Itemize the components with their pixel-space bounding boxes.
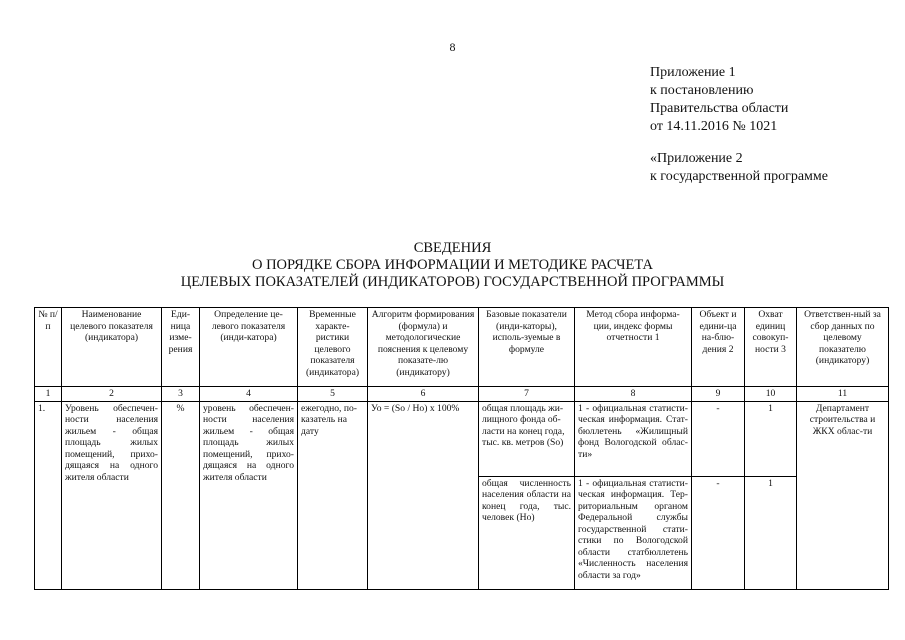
time-cell: ежегодно, по-казатель на дату xyxy=(298,401,368,589)
document-title xyxy=(0,240,905,291)
table-row xyxy=(35,401,889,476)
column-number: 9 xyxy=(692,387,745,402)
formula-cell: Уо = (Sо / Но) х 100% xyxy=(368,401,479,589)
title-line: ЦЕЛЕВЫХ ПОКАЗАТЕЛЕЙ (ИНДИКАТОРОВ) ГОСУДАРСТВЕННОЙ ПРОГРАММЫ xyxy=(180,274,725,290)
appendix-1-line: от 14.11.2016 № 1021 xyxy=(650,119,778,134)
column-number: 10 xyxy=(745,387,797,402)
appendix-1-line: к постановлению xyxy=(650,83,754,98)
header-cell: Наименование целевого показателя (индикатора) xyxy=(62,308,162,387)
coverage-cell: 1 xyxy=(745,401,797,476)
column-number: 1 xyxy=(35,387,62,402)
method-cell: 1 - официальная статисти-ческая информация. Тер-риториальным органом Федеральной службы государственной стати-стики по Вологодской области статбюллетень «Численность населения области за год» xyxy=(575,476,692,589)
header-cell: Объект и едини-ца на-блю-дения 2 xyxy=(692,308,745,387)
header-cell: Определение це-левого показателя (инди-катора) xyxy=(200,308,298,387)
coverage-cell: 1 xyxy=(745,476,797,589)
column-number-row xyxy=(35,387,889,402)
appendix-1-line: Приложение 1 xyxy=(650,65,736,80)
appendix-1-line: Правительства области xyxy=(650,101,789,116)
header-cell: Базовые показатели (инди-каторы), исполь-зуемые в формуле xyxy=(479,308,575,387)
header-cell: Охват единиц совокуп-ности 3 xyxy=(745,308,797,387)
column-number: 8 xyxy=(575,387,692,402)
title-line: О ПОРЯДКЕ СБОРА ИНФОРМАЦИИ И МЕТОДИКЕ РАСЧЕТА xyxy=(251,257,654,273)
column-number: 7 xyxy=(479,387,575,402)
appendix-2-line: к государственной программе xyxy=(650,169,828,184)
responsible-cell: Департамент строительства и ЖКХ облас-ти xyxy=(797,401,889,589)
header-cell: № п/п xyxy=(35,308,62,387)
column-number: 11 xyxy=(797,387,889,402)
header-cell: Временные характе-ристики целевого показателя (индикатора) xyxy=(298,308,368,387)
column-number: 6 xyxy=(368,387,479,402)
base-indicator-cell: общая численность населения области на конец года, тыс. человек (Но) xyxy=(479,476,575,589)
header-cell: Метод сбора информа-ции, индекс формы отчетности 1 xyxy=(575,308,692,387)
definition-cell: уровень обеспечен-ности населения жильем - общая площадь жилых помещений, прихо-дящаяся на одного жителя области xyxy=(200,401,298,589)
header-cell: Еди-ница изме-рения xyxy=(162,308,200,387)
column-number: 2 xyxy=(62,387,162,402)
page-number: 8 xyxy=(449,40,456,54)
header-cell: Алгоритм формирования (формула) и методологические пояснения к целевому показате-лю (индикатору) xyxy=(368,308,479,387)
header-row xyxy=(35,308,889,387)
title-line: СВЕДЕНИЯ xyxy=(413,240,492,256)
object-cell: - xyxy=(692,476,745,589)
indicator-name: Уровень обеспечен-ности населения жильем - общая площадь жилых помещений, прихо-дящаяся на одного жителя области xyxy=(62,401,162,589)
column-number: 3 xyxy=(162,387,200,402)
appendix-1-block xyxy=(650,64,788,136)
appendix-2-block xyxy=(650,150,828,186)
base-indicator-cell: общая площадь жи-лищного фонда об-ласти на конец года, тыс. кв. метров (Sо) xyxy=(479,401,575,476)
object-cell: - xyxy=(692,401,745,476)
method-cell: 1 - официальная статисти-ческая информация. Стат-бюллетень «Жилищный фонд Вологодской облас-ти» xyxy=(575,401,692,476)
appendix-2-line: «Приложение 2 xyxy=(650,151,743,166)
unit-cell: % xyxy=(162,401,200,589)
row-number: 1. xyxy=(35,401,62,589)
header-cell: Ответствен-ный за сбор данных по целевому показателю (индикатору) xyxy=(797,308,889,387)
column-number: 5 xyxy=(298,387,368,402)
indicators-table xyxy=(34,307,889,590)
column-number: 4 xyxy=(200,387,298,402)
